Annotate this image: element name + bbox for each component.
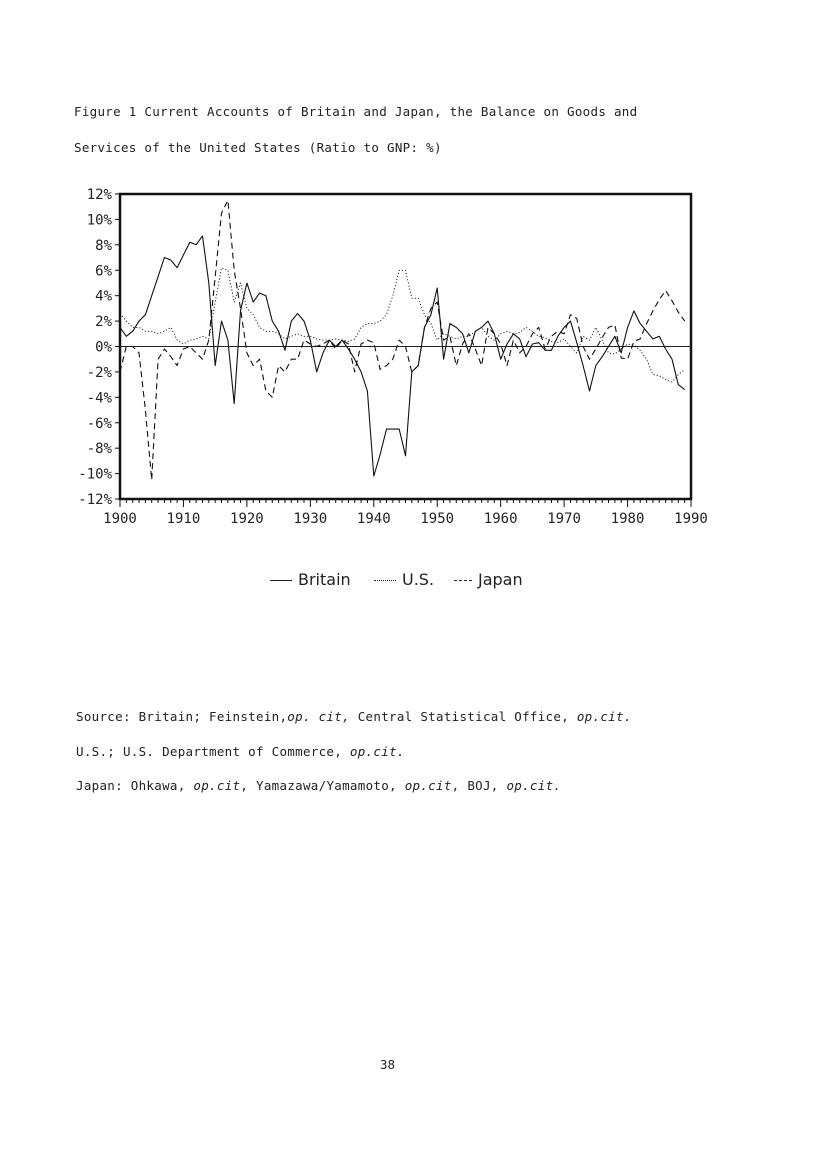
legend-item-us xyxy=(374,570,434,589)
x-tick-label: 1930 xyxy=(293,511,328,527)
source-japan-opcit-3: op.cit. xyxy=(506,778,562,793)
source-britain-text: Source: Britain; Feinstein, xyxy=(76,709,288,724)
legend-swatch-dotted xyxy=(374,580,396,581)
source-japan-opcit-2: op.cit xyxy=(404,778,452,793)
source-britain-cso: Central Statistical Office, xyxy=(349,709,577,724)
source-japan-yamazawa: , Yamazawa/Yamamoto, xyxy=(240,778,405,793)
source-line-us xyxy=(76,735,776,770)
series-line-japan xyxy=(120,200,685,480)
y-tick-label: -4% xyxy=(86,390,112,407)
y-tick-label: 8% xyxy=(95,237,112,254)
series-line-us xyxy=(120,268,685,382)
y-tick-label: 0% xyxy=(95,339,112,356)
page-number: 38 xyxy=(380,1057,396,1072)
y-tick-label: -2% xyxy=(86,364,112,381)
caption-line-1: Figure 1 Current Accounts of Britain and Japan, the Balance on Goods and xyxy=(74,104,638,119)
legend-label-japan: Japan xyxy=(478,570,523,589)
source-notes xyxy=(76,700,776,804)
chart-legend xyxy=(270,570,570,592)
y-tick-label: 6% xyxy=(95,263,112,280)
y-tick-label: -8% xyxy=(86,441,112,458)
legend-label-britain: Britain xyxy=(298,570,351,589)
y-tick-label: 12% xyxy=(86,187,112,203)
source-line-japan xyxy=(76,769,776,804)
x-tick-label: 1940 xyxy=(356,511,391,527)
source-japan-text: Japan: Ohkawa, xyxy=(76,778,194,793)
y-tick-label: 10% xyxy=(86,212,112,229)
source-japan-opcit-1: op.cit xyxy=(193,778,241,793)
y-tick-label: -12% xyxy=(78,492,112,508)
legend-item-japan xyxy=(454,570,523,589)
y-tick-label: -10% xyxy=(78,466,112,483)
source-britain-opcit: op. cit, xyxy=(287,709,350,724)
x-tick-label: 1960 xyxy=(483,511,518,527)
x-tick-label: 1970 xyxy=(547,511,581,527)
x-tick-label: 1900 xyxy=(103,511,137,527)
x-tick-label: 1990 xyxy=(674,511,708,527)
x-tick-label: 1950 xyxy=(420,511,455,527)
x-tick-label: 1920 xyxy=(230,511,264,527)
caption-line-2: Services of the United States (Ratio to GNP: %) xyxy=(74,140,442,155)
source-line-britain xyxy=(76,700,776,735)
series-line-britain xyxy=(120,236,685,476)
source-britain-opcit-2: op.cit. xyxy=(576,709,632,724)
legend-label-us: U.S. xyxy=(402,570,435,589)
x-tick-label: 1910 xyxy=(166,511,201,527)
source-us-text: U.S.; U.S. Department of Commerce, xyxy=(76,743,350,759)
source-japan-boj: , BOJ, xyxy=(451,778,507,793)
x-tick-label: 1980 xyxy=(610,511,645,527)
source-us-opcit: op.cit. xyxy=(349,743,405,759)
legend-item-britain xyxy=(270,570,351,589)
y-tick-label: 2% xyxy=(95,314,112,331)
y-tick-label: 4% xyxy=(95,288,112,305)
y-tick-label: -6% xyxy=(86,415,112,432)
legend-swatch-dashed xyxy=(454,580,472,581)
legend-swatch-solid xyxy=(270,580,292,581)
